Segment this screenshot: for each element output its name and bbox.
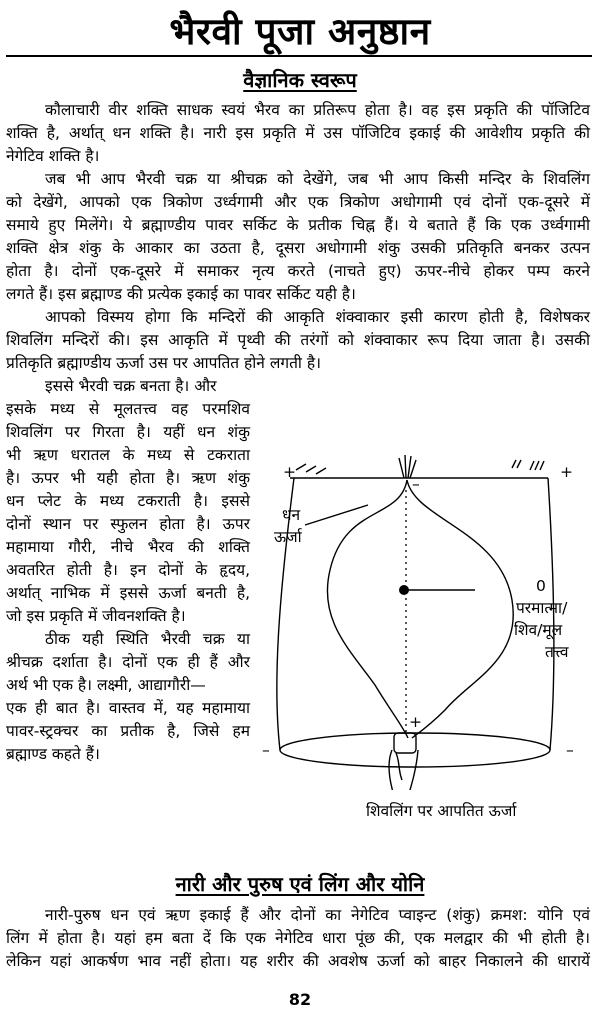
paragraph-line: कौलाचारी वीर शक्ति साधक स्वयं भैरव का प्रतिरूप होता है। वह इस प्रकृति की पॉजिटिव [45,101,590,119]
paragraph-line: ब्रह्माण्ड कहते हैं। [6,745,100,763]
label-paramatma: परमात्मा/ [516,599,568,617]
ray-line [405,455,406,478]
dash-mark [530,461,534,470]
paragraph-line: लिंग में होता है। यहां हम बता दें कि एक नेगेटिव धारा पूंछ की, एक मलद्वार की भी होती है। [6,929,590,947]
sign-plus-left: + [283,463,296,481]
dash-mark [517,460,521,468]
lingam-shaft [389,750,418,790]
section-heading-scientific-form: वैज्ञानिक स्वरूप [243,68,357,92]
paragraph-line: महामाया गौरी, नीचे भैरव की शक्ति [6,538,250,556]
paragraph-line: जो इस प्रकृति में जीवनशक्ति है। [6,607,186,625]
lingam-top [394,733,416,753]
descending-energy-left [327,480,408,738]
paragraph-line: नेगेटिव शक्ति है। [6,147,100,165]
dash-mark [535,461,539,470]
paragraph-line: श्रीचक्र दर्शाता है। दोनों एक ही हैं और [6,653,250,671]
paragraph-line: ठीक यही स्थिति भैरवी चक्र या [45,630,250,648]
center-nucleus-dot [399,585,409,595]
descending-energy-right [407,480,513,738]
sign-minus-top: – [412,475,420,493]
paragraph-line: शिवलिंग पर गिरता है। यहीं धन शंकु [6,423,250,441]
paragraph-line: समाये हुए मिलेंगे। ये ब्रह्माण्डीय पावर सर्किट के प्रतीक चिह्न हैं। ये बताते हैं कि एक उर्ध्वगामी [6,216,590,234]
sign-minus-right: – [566,741,574,759]
page-title: भैरवी पूजा अनुष्ठान [169,10,431,53]
paragraph-line: लगते हैं। इस ब्रह्माण्ड की प्रत्येक इकाई का पावर सर्किट यही है। [6,285,356,303]
paragraph-line: शिवलिंग मन्दिरों की। इस आकृति में पृथ्वी की तरंगों को शंक्वाकार रूप दिया जाता है। उसकी [6,331,590,349]
dash-mark [316,468,326,474]
paragraph-line: दोनों स्थान पर स्फुलन होता है। ऊपर [6,515,250,533]
paragraph-line: इससे भैरवी चक्र बनता है। और [45,377,217,395]
paragraph-line: पावर-स्ट्रक्चर का प्रतीक है, जिसे हम [6,722,250,740]
paragraph-line: जब भी आप भैरवी चक्र या श्रीचक्र को देखेंगे, जब भी आप किसी मन्दिर के शिवलिंग [45,170,590,188]
paragraph-line: होता है। दोनों एक-दूसरे में समाकर नृत्य करते (नाचते हुए) ऊपर-नीचे होकर पम्प करने [6,262,590,280]
paragraph-line: अर्थात् नाभिक में इससे ऊर्जा बनती है, [6,584,250,602]
ray-line [399,458,404,478]
page-number: 82 [288,990,312,1009]
pointer-dhan [305,505,368,525]
paragraph-line: नारी-पुरुष धन एवं ऋण इकाई हैं और दोनों का नेगेटिव प्वाइन्ट (शंकु) क्रमश: योनि एवं [45,906,590,924]
paragraph-line: भी ऋण धरातल के मध्य से टकराता [6,446,250,464]
paragraph-line: अर्थ भी एक है। लक्ष्मी, आद्यागौरी— [6,676,206,694]
paragraph-line: शक्ति है, अर्थात् धन शक्ति है। नारी इस प्रकृति में उस पॉजिटिव इकाई की आवेशीय प्रकृति की [6,124,590,142]
title-divider [6,55,592,57]
paragraph-line: धन प्लेट के मध्य टकराती है। इससे [6,492,250,510]
label-tattva: तत्त्व [545,643,569,661]
label-zero: 0 [536,577,546,595]
diagram-caption: शिवलिंग पर आपतित ऊर्जा [366,802,517,820]
label-urja: ऊर्जा [274,528,302,546]
label-shiv-mool: शिव/मूल [514,621,563,639]
sign-minus-left: – [262,741,270,759]
paragraph-line: अवतरित होती है। इन दोनों के हृदय, [6,561,250,579]
paragraph-line: इसके मध्य से मूलतत्त्व वह परमशिव [6,400,250,418]
sign-plus-bottom: + [409,713,422,731]
section-heading-nari-purush: नारी और पुरुष एवं लिंग और योनि [175,872,425,896]
paragraph-line: है। ऊपर भी यही होता है। ऋण शंकु [6,469,250,487]
paragraph-line: प्रतिकृति ब्रह्माण्डीय ऊर्जा उस पर आपतित होने लगती है। [6,354,321,372]
dash-mark [296,464,306,470]
dash-mark [306,466,316,472]
paragraph-line: एक ही बात है। वास्तव में, यह महामाया [6,699,250,717]
paragraph-line: को देखेंगे, आपको एक त्रिकोण उर्ध्वगामी और एक त्रिकोण अधोगामी एवं दोनों एक-दूसरे में [6,193,590,211]
sign-plus-right: + [560,463,573,481]
paragraph-line: शक्ति क्षेत्र शंकु के आकार का उठता है, दूसरा अधोगामी शंकु उसकी प्रतिकृति बनकर उत्पन [6,239,590,257]
label-dhan: धन [282,506,301,524]
paragraph-line: लेकिन यहां आकर्षण भाव नहीं होता। यह शरीर की अवशेष ऊर्जा को बाहर निकालने की धारायें [6,952,590,970]
dash-mark [540,461,544,470]
paragraph-line: आपको विस्मय होगा कि मन्दिरों की आकृति शंक्वाकार इसी कारण होती है, विशेषकर [45,308,590,326]
base-ellipse [280,733,550,767]
dash-mark [512,460,516,468]
